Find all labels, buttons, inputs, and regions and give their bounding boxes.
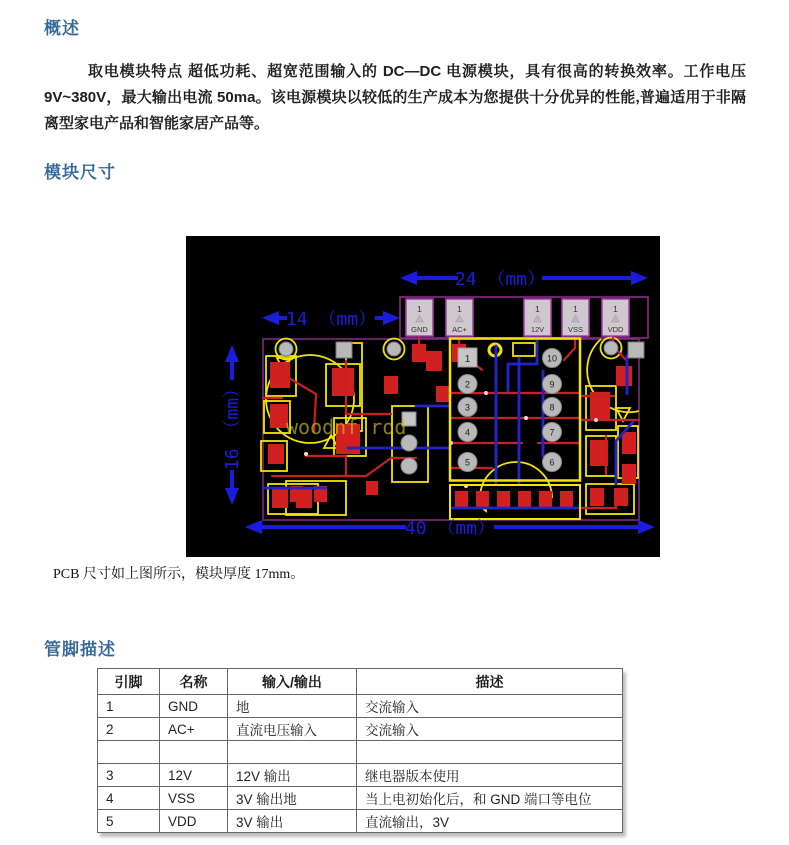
pad-name: AC+ (452, 325, 467, 334)
cell-io: 3V 输出 (228, 810, 357, 833)
ic-pin-number: 4 (464, 427, 471, 438)
dim-14mm-label: 14 （mm） (285, 309, 377, 330)
table-row (98, 764, 623, 787)
pcb-pad-gnd (406, 299, 433, 336)
pcb-pad-vss (562, 299, 589, 336)
overview-heading: 概述 (44, 19, 80, 38)
ic-pin-number: 2 (464, 379, 471, 390)
cell-desc: 继电器版本使用 (357, 764, 623, 787)
ic-pin-number: 10 (546, 353, 558, 364)
table-row (98, 787, 623, 810)
cell-pin: 4 (98, 787, 160, 810)
cell-desc (357, 741, 623, 764)
cell-io: 直流电压输入 (228, 718, 357, 741)
pad-name: 12V (530, 325, 545, 334)
table-row (98, 718, 623, 741)
ic-pin-number: 5 (464, 457, 471, 468)
pcb-pad-vdd (602, 299, 629, 336)
overview-paragraph: 取电模块特点 超低功耗、超宽范围输入的 DC—DC 电源模块，具有很高的转换效率。工作电压 9V~380V，最大输出电流 50ma。该电源模块以较低的生产成本为您提供十分优异的性能,普遍适用于非隔离型家电产品和智能家居产品等。 (44, 63, 746, 132)
cell-pin: 3 (98, 764, 160, 787)
ic-pin-number: 9 (549, 379, 555, 390)
cell-pin: 1 (98, 695, 160, 718)
header-io: 输入/输出 (228, 669, 357, 695)
cell-io: 12V 输出 (228, 764, 357, 787)
pad-name: VDD (607, 325, 624, 334)
pin-table (97, 668, 623, 833)
cell-name: VDD (160, 810, 228, 833)
ic-pin-number: 8 (549, 402, 555, 413)
ic-pin-number: 7 (549, 427, 555, 438)
table-row (98, 810, 623, 833)
dim-16mm-label: 16 （mm） (222, 379, 243, 471)
pcb-pad-12v (524, 299, 551, 336)
dim-40mm-label: 40 （mm） (404, 518, 496, 539)
module-size-heading: 模块尺寸 (44, 163, 116, 182)
cell-pin: 5 (98, 810, 160, 833)
cell-name: 12V (160, 764, 228, 787)
pin-description-heading: 管脚描述 (44, 640, 116, 659)
cell-name: VSS (160, 787, 228, 810)
ic-pin-number: 3 (464, 402, 471, 413)
pad-pin-number: 1 (417, 304, 422, 314)
table-header-row (98, 669, 623, 695)
cell-desc: 直流输出，3V (357, 810, 623, 833)
cell-name (160, 741, 228, 764)
pad-pin-number: 1 (457, 304, 462, 314)
pcb-caption: PCB 尺寸如上图所示，模块厚度 17mm。 (53, 567, 305, 582)
cell-pin (98, 741, 160, 764)
cell-name: AC+ (160, 718, 228, 741)
table-row (98, 695, 623, 718)
ic-pin-number: 6 (549, 457, 555, 468)
cell-io: 3V 输出地 (228, 787, 357, 810)
header-name: 名称 (160, 669, 228, 695)
pcb-watermark: woodnf rod (286, 415, 407, 439)
cell-desc: 当上电初始化后，和 GND 端口等电位 (357, 787, 623, 810)
cell-desc: 交流输入 (357, 695, 623, 718)
cell-io (228, 741, 357, 764)
cell-io: 地 (228, 695, 357, 718)
pad-name: GND (411, 325, 428, 334)
pcb-pad-ac (446, 299, 473, 336)
pad-pin-number: 1 (573, 304, 578, 314)
ic-pin-number: 1 (464, 354, 471, 365)
header-desc: 描述 (357, 669, 623, 695)
pad-pin-number: 1 (535, 304, 540, 314)
pcb-layout-image (186, 236, 660, 557)
pad-pin-number: 1 (613, 304, 618, 314)
pad-name: VSS (567, 325, 584, 334)
cell-desc: 交流输入 (357, 718, 623, 741)
table-row-blank (98, 741, 623, 764)
header-pin: 引脚 (98, 669, 160, 695)
cell-pin: 2 (98, 718, 160, 741)
cell-name: GND (160, 695, 228, 718)
pcb-layout-figure (186, 236, 660, 557)
dim-24mm-label: 24 （mm） (454, 269, 546, 290)
